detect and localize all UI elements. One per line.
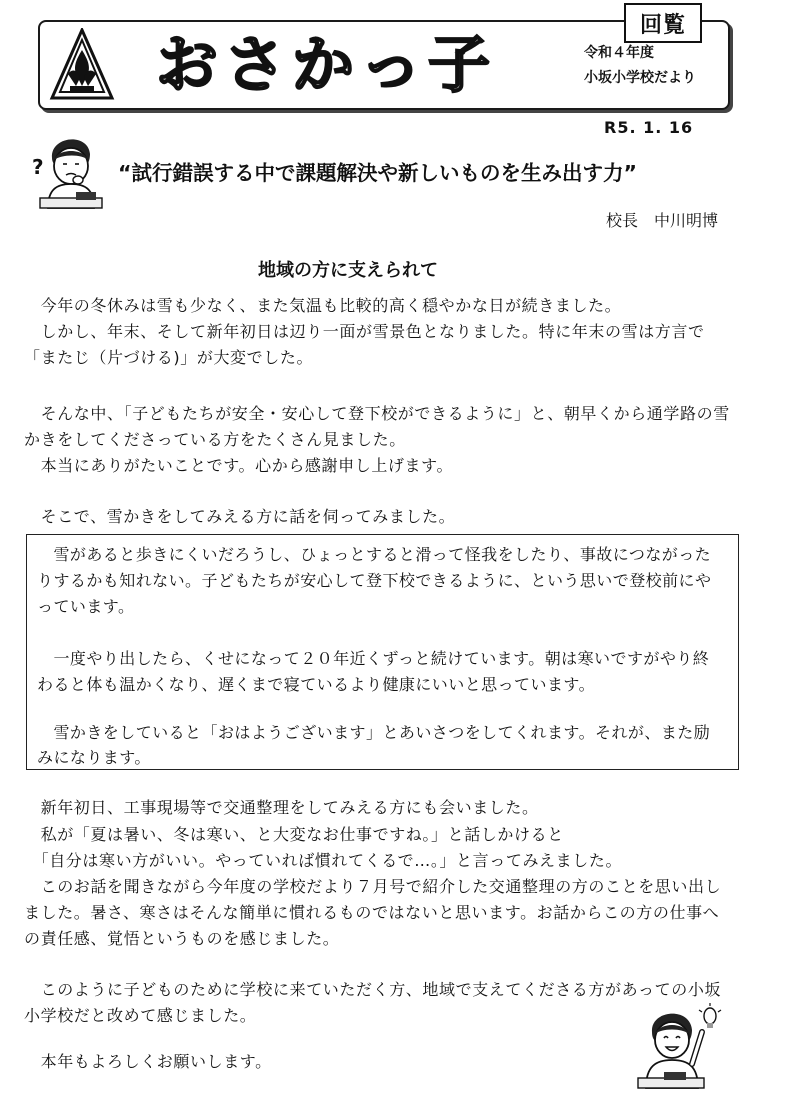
body-line: 小学校だと改めて感じました。	[24, 1006, 257, 1025]
body-line: このお話を聞きながら今年度の学校だより７月号で紹介した交通整理の方のことを思い出し	[24, 877, 722, 896]
quote-line: っています。	[37, 597, 135, 616]
body-line: そんな中、「子どもたちが安全・安心して登下校ができるように」と、朝早くから通学路の雪	[24, 404, 730, 423]
interview-quote-box	[26, 534, 739, 770]
svg-text:?: ?	[32, 155, 44, 179]
idea-child-icon	[630, 1002, 730, 1090]
circulation-badge: 回覧	[624, 3, 702, 43]
section-title: 地域の方に支えられて	[258, 260, 438, 281]
body-line: 新年初日、工事現場等で交通整理をしてみえる方にも会いました。	[24, 798, 539, 817]
body-line: しかし、年末、そして新年初日は辺り一面が雪景色となりました。特に年末の雪は方言で	[24, 322, 705, 341]
quote-line: 雪があると歩きにくいだろうし、ひょっとすると滑って怪我をしたり、事故につながった	[37, 545, 712, 564]
publication-name: 小坂小学校だより	[584, 70, 696, 86]
body-line: そこで、雪かきをしてみえる方に話を伺ってみました。	[24, 507, 456, 526]
body-line: このように子どものために学校に来ていただく方、地域で支えてくださる方があっての小坂	[24, 980, 722, 999]
publication-year: 令和４年度	[584, 45, 654, 61]
body-line: 「またじ（片づける)」が大変でした。	[24, 348, 314, 367]
body-line: 本当にありがたいことです。心から感謝申し上げます。	[24, 456, 454, 475]
newsletter-title-text: おさかっ子	[156, 30, 497, 100]
thinking-child-icon	[30, 124, 110, 210]
body-line: の責任感、覚悟というものを感じました。	[24, 929, 340, 948]
quote-line: 雪かきをしていると「おはようございます」とあいさつをしてくれます。それが、また励	[37, 723, 711, 742]
body-line: ました。暑さ、寒さはそんな簡単に慣れるものではないと思います。お話からこの方の仕事へ	[24, 903, 720, 922]
school-emblem-icon	[48, 28, 116, 102]
body-line: 本年もよろしくお願いします。	[24, 1052, 272, 1071]
quote-line: わると体も温かくなり、遅くまで寝ているより健康にいいと思っています。	[37, 675, 596, 694]
newsletter-title	[150, 30, 570, 100]
quote-line: みになります。	[37, 748, 151, 767]
body-line: 私が「夏は暑い、冬は寒い、と大変なお仕事ですね。」と話しかけると	[24, 825, 564, 844]
body-line: かきをしてくださっている方をたくさん見ました。	[24, 430, 406, 449]
issue-date: R5. 1. 16	[604, 118, 694, 137]
quote-line: りするかも知れない。子どもたちが安心して登下校できるように、という思いで登校前にや	[37, 571, 712, 590]
principal-name: 校長 中川明博	[606, 211, 719, 230]
headline: “試行錯誤する中で課題解決や新しいものを生み出す力”	[118, 161, 637, 185]
body-line: 今年の冬休みは雪も少なく、また気温も比較的高く穏やかな日が続きました。	[24, 296, 622, 315]
quote-line: 一度やり出したら、くせになって２０年近くずっと続けています。朝は寒いですがやり終	[37, 649, 710, 668]
body-line: 「自分は寒い方がいい。やっていれば慣れてくるで…。」と言ってみえました。	[24, 851, 623, 870]
